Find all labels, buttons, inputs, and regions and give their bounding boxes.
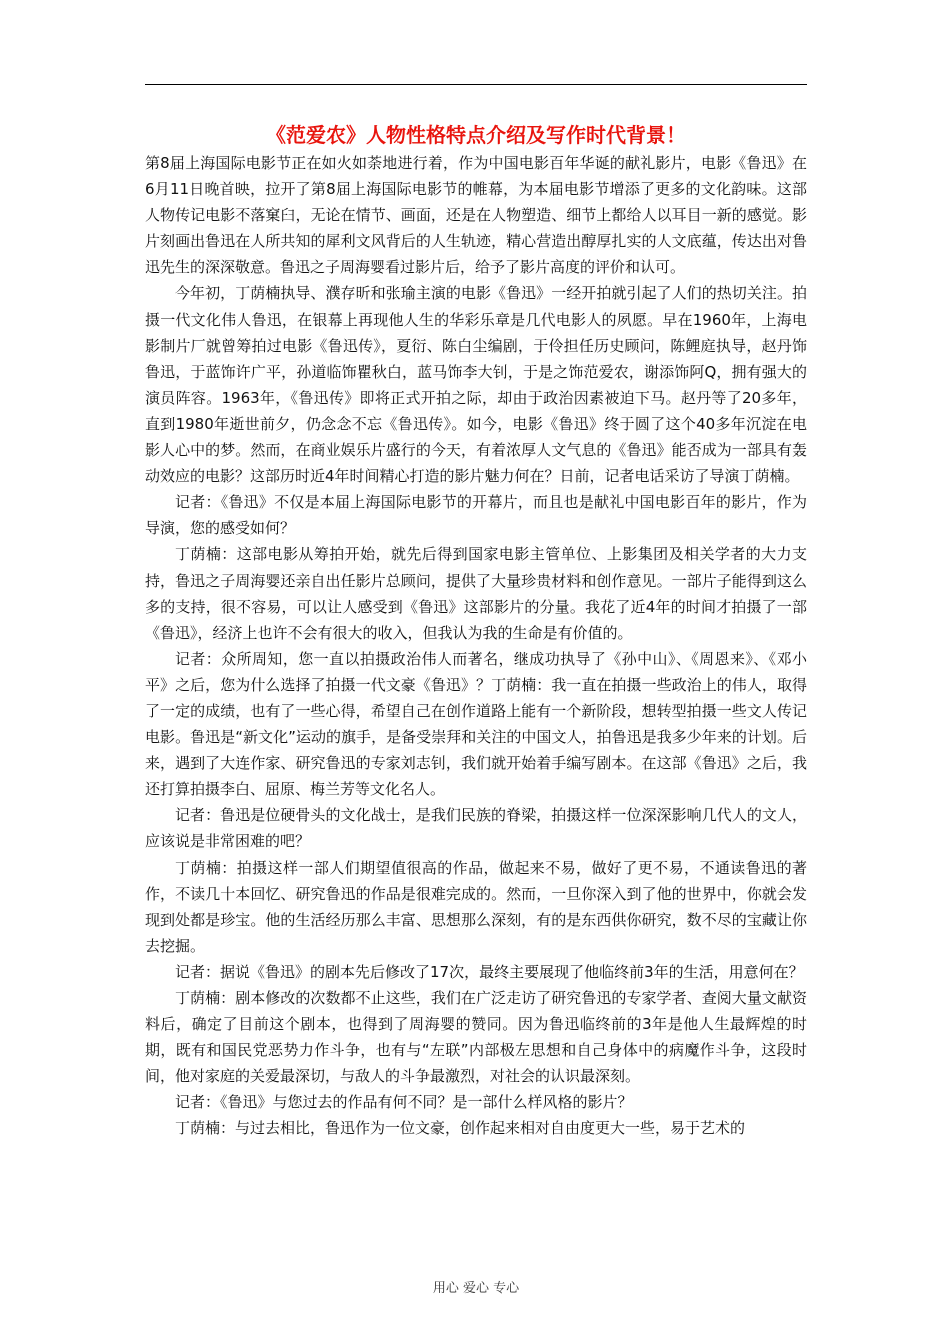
page-footer: 用心 爱心 专心	[432, 1281, 520, 1296]
paragraph: 今年初，丁荫楠执导、濮存昕和张瑜主演的电影《鲁迅》一经开拍就引起了人们的热切关注。拍摄一代文化伟人鲁迅，在银幕上再现他人生的华彩乐章是几代电影人的夙愿。早在1960年，上海电影制片厂就曾筹拍过电影《鲁迅传》，夏衍、陈白尘编剧，于伶担任历史顾问，陈鲤庭执导，赵丹饰鲁迅，于蓝饰许广平，孙道临饰瞿秋白，蓝马饰李大钊，于是之饰范爱农，谢添饰阿Q，拥有强大的演员阵容。1963年，《鲁迅传》即将正式开拍之际，却由于政治因素被迫下马。赵丹等了20多年，直到1980年逝世前夕，仍念念不忘《鲁迅传》。如今，电影《鲁迅》终于圆了这个40多年沉淀在电影人心中的梦。然而，在商业娱乐片盛行的今天，有着浓厚人文气息的《鲁迅》能否成为一部具有轰动效应的电影？这部历时近4年时间精心打造的影片魅力何在？日前，记者电话采访了导演丁荫楠。	[145, 284, 807, 486]
document-title: 《范爱农》人物性格特点介绍及写作时代背景！	[266, 123, 686, 147]
article-body	[145, 150, 807, 1142]
paragraph: 记者：众所周知，您一直以拍摄政治伟人而著名，继成功执导了《孙中山》、《周恩来》、《邓小平》之后，您为什么选择了拍摄一代文豪《鲁迅》？丁荫楠：我一直在拍摄一些政治上的伟人，取得了一定的成绩，也有了一些心得，希望自己在创作道路上能有一个新阶段，想转型拍摄一些文人传记电影。鲁迅是“新文化”运动的旗手，是备受崇拜和关注的中国文人，拍鲁迅是我多少年来的计划。后来，遇到了大连作家、研究鲁迅的专家刘志钊，我们就开始着手编写剧本。在这部《鲁迅》之后，我还打算拍摄李白、屈原、梅兰芳等文化名人。	[145, 649, 807, 799]
paragraph: 记者：据说《鲁迅》的剧本先后修改了17次，最终主要展现了他临终前3年的生活，用意何在？	[175, 962, 804, 981]
paragraph: 丁荫楠：剧本修改的次数都不止这些，我们在广泛走访了研究鲁迅的专家学者、查阅大量文献资料后，确定了目前这个剧本，也得到了周海婴的赞同。因为鲁迅临终前的3年是他人生最辉煌的时期，既有和国民党恶势力作斗争，也有与“左联”内部极左思想和自己身体中的病魔作斗争，这段时间，他对家庭的关爱最深切，与敌人的斗争最激烈，对社会的认识最深刻。	[145, 989, 807, 1086]
paragraph: 第8届上海国际电影节正在如火如荼地进行着，作为中国电影百年华诞的献礼影片，电影《鲁迅》在6月11日晚首映，拉开了第8届上海国际电影节的帷幕，为本届电影节增添了更多的文化韵味。这部人物传记电影不落窠臼，无论在情节、画面，还是在人物塑造、细节上都给人以耳目一新的感觉。影片刻画出鲁迅在人所共知的犀利文风背后的人生轨迹，精心营造出醇厚扎实的人文底蕴，传达出对鲁迅先生的深深敬意。鲁迅之子周海婴看过影片后，给予了影片高度的评价和认可。	[145, 154, 807, 277]
paragraph: 记者：《鲁迅》不仅是本届上海国际电影节的开幕片，而且也是献礼中国电影百年的影片，作为导演，您的感受如何？	[145, 493, 807, 538]
paragraph: 记者：《鲁迅》与您过去的作品有何不同？是一部什么样风格的影片？	[175, 1093, 633, 1112]
header-rule	[145, 84, 807, 85]
paragraph: 丁荫楠：这部电影从筹拍开始，就先后得到国家电影主管单位、上影集团及相关学者的大力支持，鲁迅之子周海婴还亲自出任影片总顾问，提供了大量珍贵材料和创作意见。一部片子能得到这么多的支持，很不容易，可以让人感受到《鲁迅》这部影片的分量。我花了近4年的时间才拍摄了一部《鲁迅》，经济上也许不会有很大的收入，但我认为我的生命是有价值的。	[145, 545, 807, 642]
paragraph: 记者：鲁迅是位硬骨头的文化战士，是我们民族的脊梁，拍摄这样一位深深影响几代人的文人，应该说是非常困难的吧？	[145, 806, 807, 851]
paragraph: 丁荫楠：拍摄这样一部人们期望值很高的作品，做起来不易，做好了更不易，不通读鲁迅的著作，不读几十本回忆、研究鲁迅的作品是很难完成的。然而，一旦你深入到了他的世界中，你就会发现到处都是珍宝。他的生活经历那么丰富、思想那么深刻，有的是东西供你研究，数不尽的宝藏让你去挖掘。	[145, 858, 807, 955]
paragraph: 丁荫楠：与过去相比，鲁迅作为一位文豪，创作起来相对自由度更大一些，易于艺术的	[175, 1119, 746, 1138]
